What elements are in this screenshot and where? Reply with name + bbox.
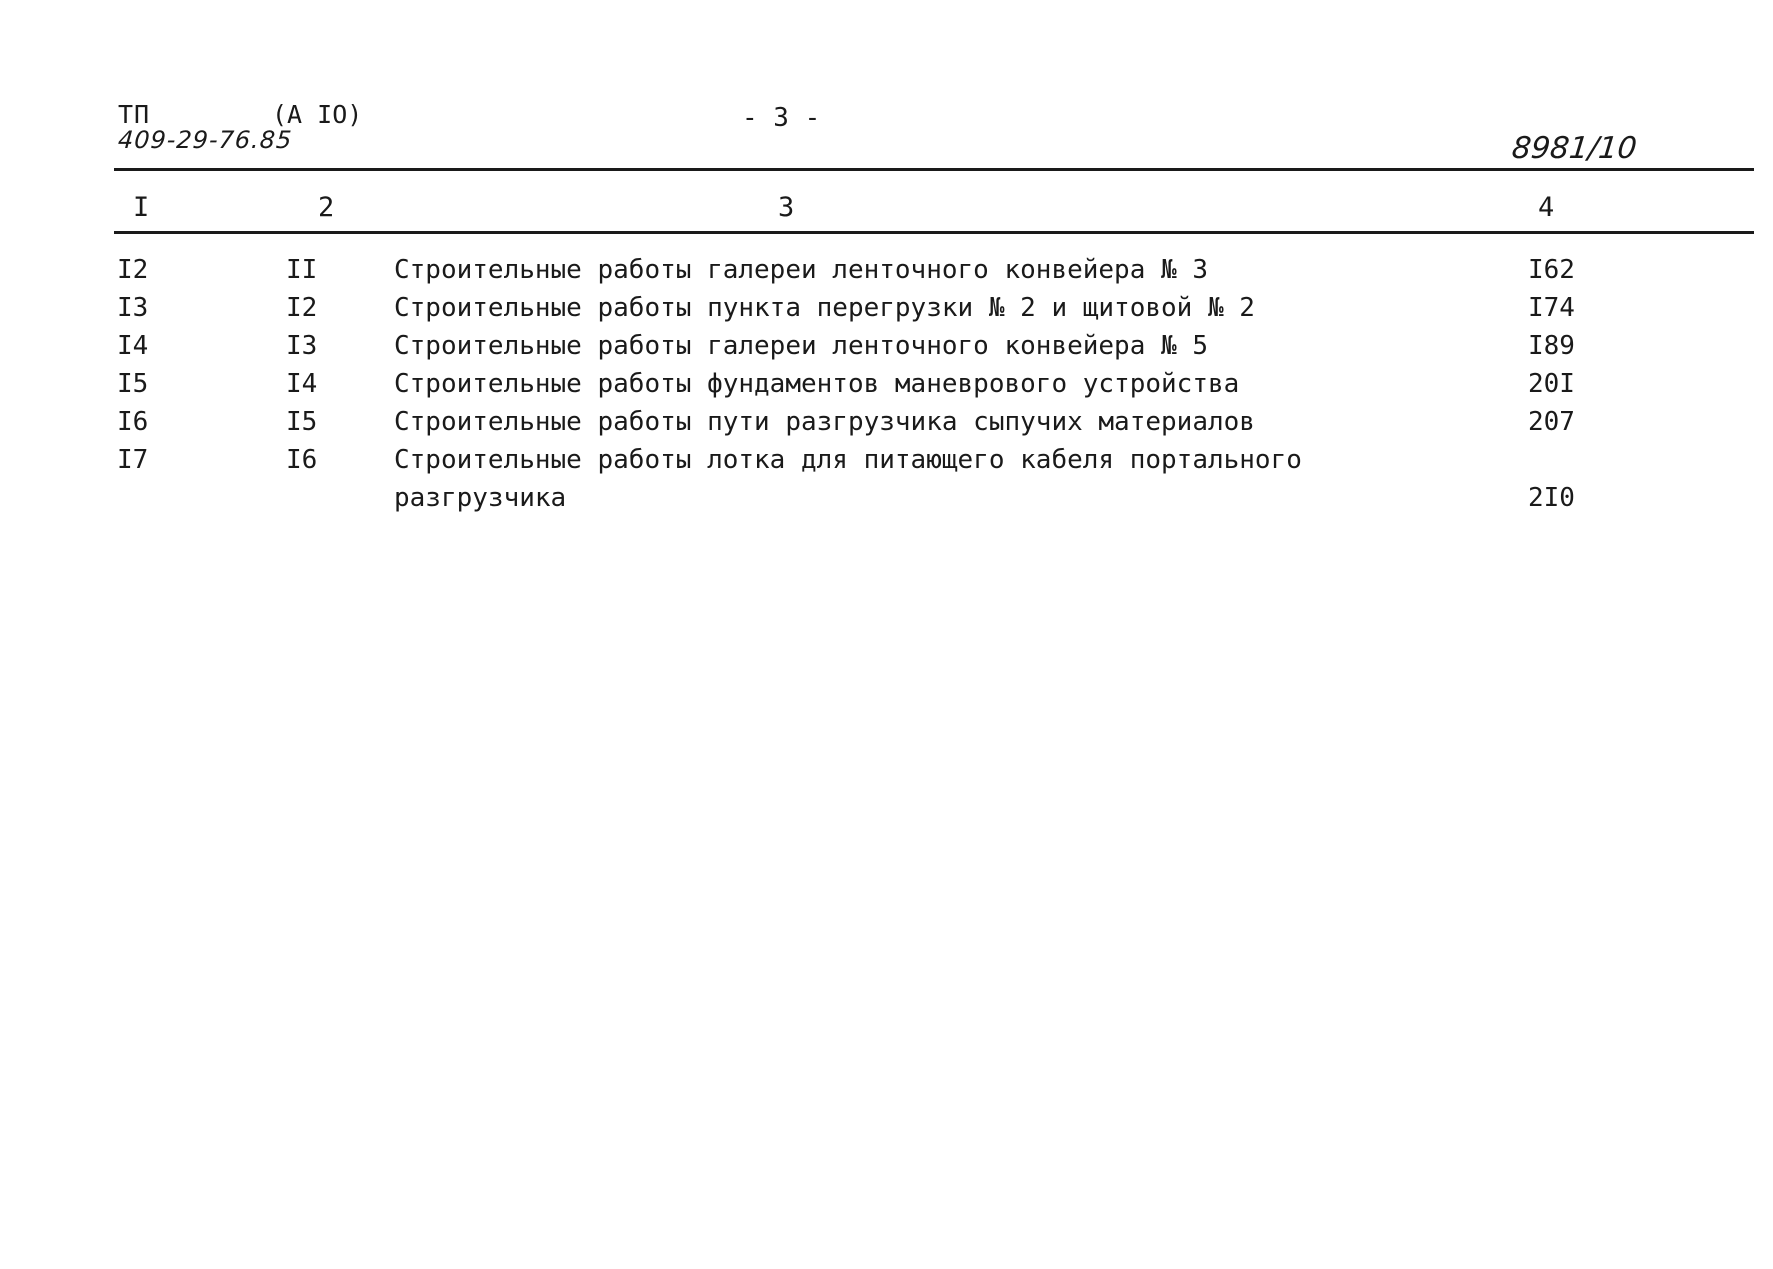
- row-number: I5: [117, 369, 149, 399]
- row-section: II: [286, 255, 318, 285]
- row-section: I3: [286, 331, 318, 361]
- row-section: I6: [286, 445, 318, 475]
- row-number: I6: [117, 407, 149, 437]
- row-number: I7: [117, 445, 149, 475]
- row-number: I4: [117, 331, 149, 361]
- row-title: Строительные работы пункта перегрузки № 2 и щитовой № 2: [394, 293, 1255, 323]
- column-header-2: 2: [318, 192, 335, 223]
- row-section: I4: [286, 369, 318, 399]
- row-title: Строительные работы пути разгрузчика сыпучих материалов: [394, 407, 1255, 437]
- row-page: 2I0: [1528, 483, 1575, 513]
- sheet-number: 8981/10: [1510, 131, 1639, 166]
- page-number: - 3 -: [742, 103, 821, 133]
- table-top-rule: [114, 168, 1754, 171]
- row-number: I3: [117, 293, 149, 323]
- row-page: I62: [1528, 255, 1575, 285]
- row-page: 207: [1528, 407, 1575, 437]
- row-page: 20I: [1528, 369, 1575, 399]
- table-header-rule: [114, 231, 1754, 234]
- document-code-number: 409-29-76.85: [117, 126, 294, 154]
- column-header-1: I: [133, 192, 150, 223]
- column-header-3: 3: [778, 192, 795, 223]
- row-page: I89: [1528, 331, 1575, 361]
- row-title: Строительные работы галереи ленточного конвейера № 3: [394, 255, 1208, 285]
- row-page: I74: [1528, 293, 1575, 323]
- document-code-prefix: ТП: [118, 100, 151, 129]
- row-title: Строительные работы фундаментов маневрового устройства: [394, 369, 1240, 399]
- row-number: I2: [117, 255, 149, 285]
- row-title: Строительные работы галереи ленточного конвейера № 5: [394, 331, 1208, 361]
- column-header-4: 4: [1538, 192, 1555, 223]
- row-section: I5: [286, 407, 318, 437]
- document-code-variant: (А IO): [272, 100, 363, 129]
- row-section: I2: [286, 293, 318, 323]
- row-title: Строительные работы лотка для питающего кабеля портального разгрузчика: [394, 445, 1302, 513]
